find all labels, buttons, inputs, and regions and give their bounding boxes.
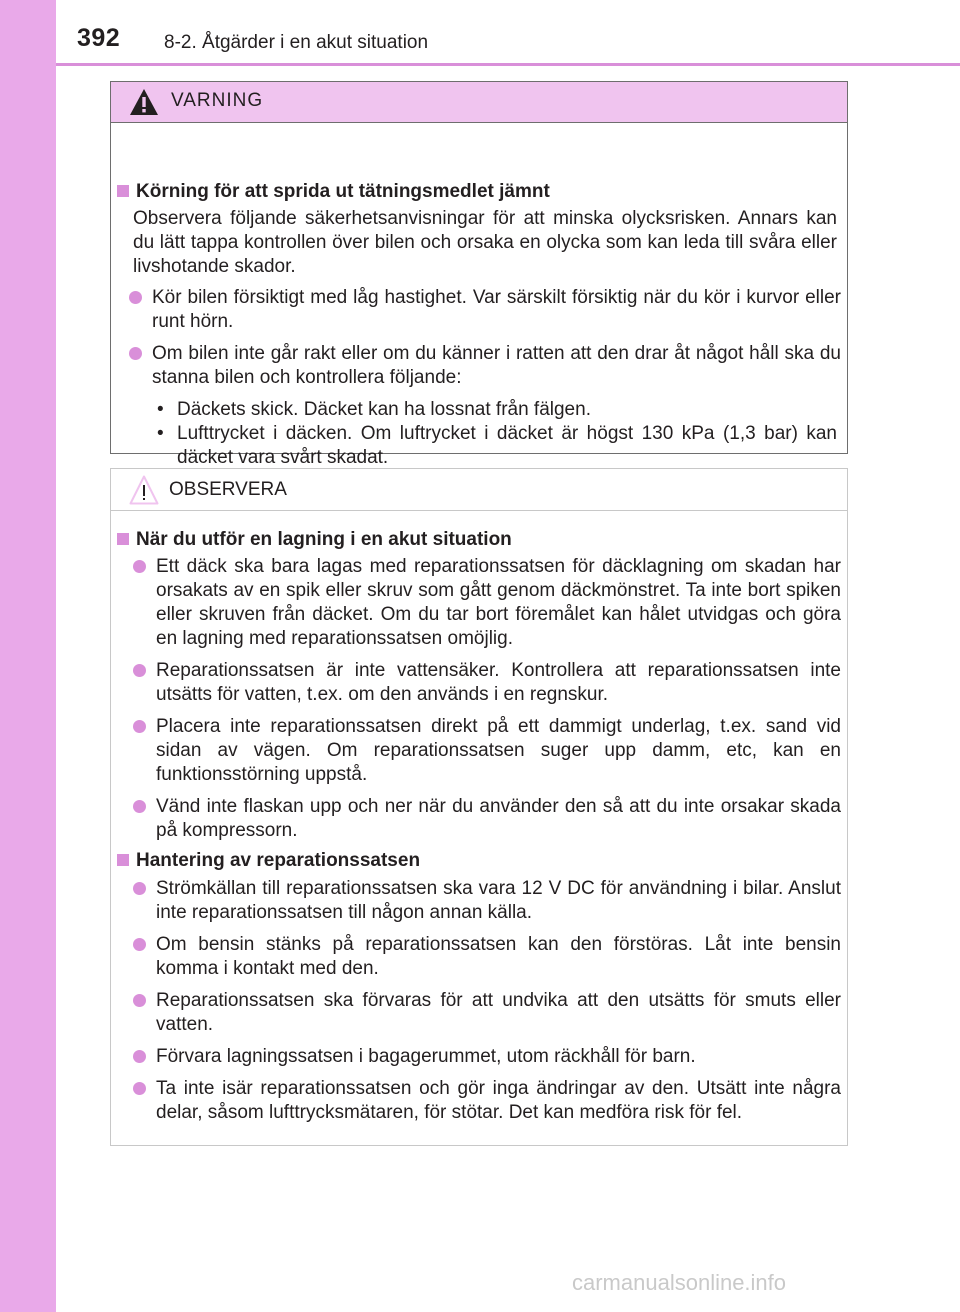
notice-heading-2 bbox=[117, 848, 420, 873]
chapter-sidebar-tab bbox=[0, 0, 56, 1312]
warning-box-header bbox=[111, 82, 847, 123]
notice-bullet-text: Reparationssatsen ska förvaras för att undvika att den utsätts för smuts eller vatten. bbox=[156, 990, 841, 1035]
round-bullet-icon bbox=[133, 938, 146, 951]
warning-label: VARNING bbox=[171, 90, 264, 111]
round-bullet-icon bbox=[133, 664, 146, 677]
round-bullet-icon bbox=[129, 347, 142, 360]
round-bullet-icon bbox=[133, 1082, 146, 1095]
warning-subitem-text: Lufttrycket i däcken. Om luftrycket i däcket är högst 130 kPa (1,3 bar) kan däcket vara svårt skadat. bbox=[177, 423, 837, 468]
warning-subitem-text: Däckets skick. Däcket kan ha lossnat från fälgen. bbox=[177, 399, 591, 420]
round-bullet-icon bbox=[133, 1050, 146, 1063]
square-bullet-icon bbox=[117, 854, 129, 866]
notice-box bbox=[110, 468, 848, 1146]
notice-bullet-text: Ett däck ska bara lagas med reparationssatsen för däcklagning om skadan har orsakats av en spik eller skruv som gått genom däckmönstret. Ta inte bort spiken eller skruven från däcket. Om du tar bort föremålet kan hålet utvidgas och göra en lagning med reparationssatsen omöjlig. bbox=[156, 556, 841, 649]
warning-bullet bbox=[129, 286, 841, 336]
notice-bullet-text: Vänd inte flaskan upp och ner när du använder den så att du inte orsakar skada på kompressorn. bbox=[156, 796, 841, 841]
notice-heading-text: När du utför en lagning i en akut situation bbox=[136, 529, 512, 550]
notice-heading-text: Hantering av reparationssatsen bbox=[136, 850, 421, 871]
warning-triangle-icon bbox=[129, 88, 159, 121]
warning-box bbox=[110, 81, 848, 468]
page-number: 392 bbox=[77, 24, 121, 52]
square-bullet-icon bbox=[117, 533, 129, 545]
warning-heading-text: Körning för att sprida ut tätningsmedlet jämnt bbox=[136, 181, 550, 202]
warning-bullet bbox=[129, 342, 841, 392]
header-rule bbox=[56, 63, 960, 66]
notice-heading-1 bbox=[117, 527, 512, 552]
round-bullet-icon bbox=[133, 882, 146, 895]
section-title: 8-2. Åtgärder i en akut situation bbox=[164, 32, 429, 53]
warning-bullet-text: Kör bilen försiktigt med låg hastighet. Var särskilt försiktig när du kör i kurvor eller runt hörn. bbox=[152, 287, 841, 332]
dot-mark: • bbox=[157, 423, 164, 444]
caution-triangle-icon bbox=[129, 475, 159, 510]
notice-bullet-text: Om bensin stänks på reparationssatsen kan den förstöras. Låt inte bensin komma i kontakt med den. bbox=[156, 934, 841, 979]
round-bullet-icon bbox=[129, 291, 142, 304]
notice-box-header bbox=[111, 469, 847, 511]
notice-bullet-text: Strömkällan till reparationssatsen ska vara 12 V DC för användning i bilar. Anslut inte reparationssatsen till någon annan källa. bbox=[156, 878, 841, 923]
round-bullet-icon bbox=[133, 800, 146, 813]
dot-mark: • bbox=[157, 399, 164, 420]
notice-bullet-text: Reparationssatsen är inte vattensäker. Kontrollera att reparationssatsen inte utsätts för vatten, t.ex. om den används i en regnskur. bbox=[156, 660, 841, 705]
notice-label: OBSERVERA bbox=[169, 479, 287, 500]
page-header bbox=[56, 0, 960, 64]
notice-bullet-text: Ta inte isär reparationssatsen och gör inga ändringar av den. Utsätt inte några delar, såsom lufttrycksmätaren, för stötar. Det kan medföra risk för fel. bbox=[156, 1078, 841, 1123]
round-bullet-icon bbox=[133, 994, 146, 1007]
round-bullet-icon bbox=[133, 720, 146, 733]
notice-bullet-text: Placera inte reparationssatsen direkt på ett dammigt underlag, t.ex. sand vid sidan av vägen. Om reparationssatsen suger upp damm, etc, kan en funktionsstörning uppstå. bbox=[156, 716, 841, 785]
warning-bullet-text: Om bilen inte går rakt eller om du känner i ratten att den drar åt något håll ska du stanna bilen och kontrollera följande: bbox=[152, 343, 841, 388]
watermark: carmanualsonline.info bbox=[572, 1270, 787, 1295]
square-bullet-icon bbox=[117, 185, 129, 197]
warning-heading bbox=[117, 179, 550, 204]
round-bullet-icon bbox=[133, 560, 146, 573]
warning-intro: Observera följande säkerhetsanvisningar för att minska olycksrisken. Annars kan du lätt tappa kontrollen över bilen och orsaka en olycka som kan leda till svåra eller livshotande skador. bbox=[133, 208, 837, 277]
notice-bullet-text: Förvara lagningssatsen i bagagerummet, utom räckhåll för barn. bbox=[156, 1046, 696, 1067]
